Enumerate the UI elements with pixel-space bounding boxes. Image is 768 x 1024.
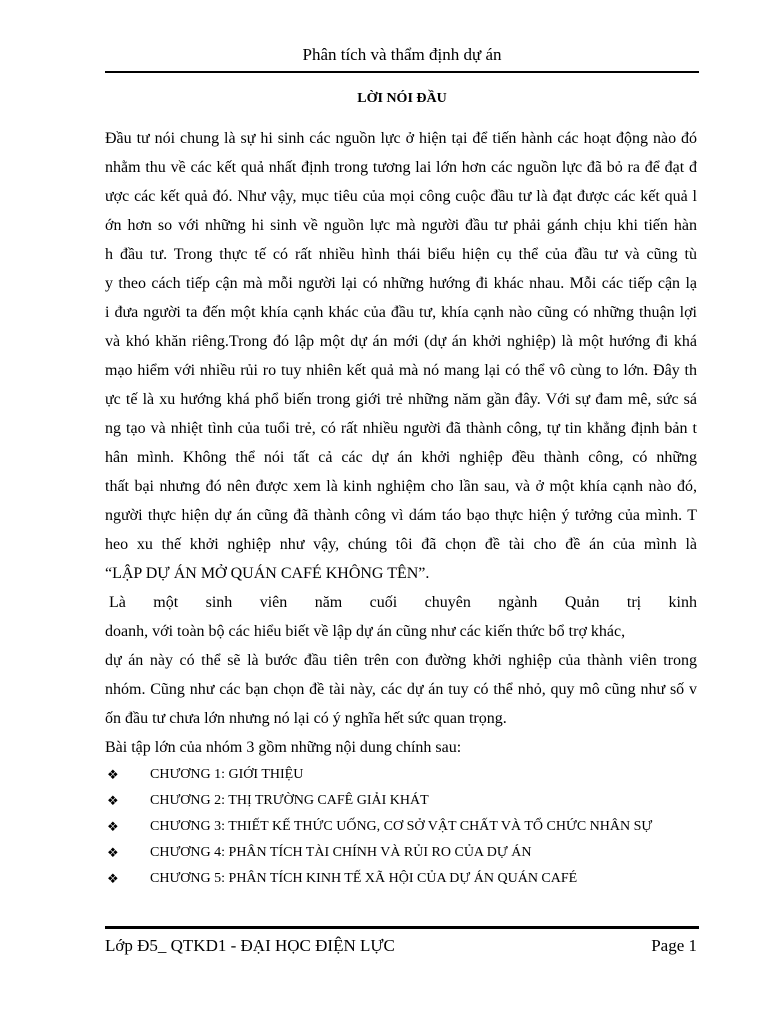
paragraph-line: heo xu thế khởi nghiệp như vậy, chúng tôi đã chọn đề tài cho đề án của mình là	[105, 536, 697, 553]
diamond-bullet-icon: ❖	[107, 819, 119, 834]
document-heading: LỜI NÓI ĐẦU	[357, 91, 447, 106]
paragraph-line: dự án này có thể sẽ là bước đầu tiên trên con đường khởi nghiệp của thành viên trong	[105, 652, 697, 669]
paragraph-line: Là một sinh viên năm cuối chuyên ngành Quản trị kinh	[109, 594, 697, 611]
footer-class-label: Lớp Đ5_ QTKD1 - ĐẠI HỌC ĐIỆN LỰC	[105, 936, 395, 955]
paragraph-line: ớn hơn so với những hi sinh về nguồn lực mà người đầu tư phải gánh chịu khi tiến hàn	[105, 217, 697, 234]
chapter-item	[105, 788, 697, 814]
project-title-line: “LẬP DỰ ÁN MỞ QUÁN CAFÉ KHÔNG TÊN”.	[105, 565, 430, 582]
paragraph-line: h đầu tư. Trong thực tế có rất nhiều hình thái biểu hiện cụ thể của đầu tư và cũng tù	[105, 246, 697, 263]
paragraph-line: nhóm. Cũng như các bạn chọn đề tài này, các dự án tuy có thể nhỏ, quy mô cũng như số v	[105, 681, 697, 698]
paragraph-line: i đưa người ta đến một khía cạnh khác của đầu tư, khía cạnh nào cũng có những thuận lợi	[105, 304, 697, 321]
chapter-label: CHƯƠNG 3: THIẾT KẾ THỨC UỐNG, CƠ SỞ VẬT CHẤT VÀ TỔ CHỨC NHÂN SỰ	[150, 819, 653, 834]
page-header: Phân tích và thẩm định dự án	[302, 45, 502, 64]
chapter-list	[105, 762, 697, 892]
footer-divider	[105, 926, 699, 929]
chapter-label: CHƯƠNG 4: PHÂN TÍCH TÀI CHÍNH VÀ RỦI RO CỦA DỰ ÁN	[150, 845, 532, 860]
chapter-label: CHƯƠNG 5: PHÂN TÍCH KINH TẾ XÃ HỘI CỦA DỰ ÁN QUÁN CAFÉ	[150, 871, 578, 886]
diamond-bullet-icon: ❖	[107, 845, 119, 860]
paragraph-line: hân mình. Không thể nói tất cả các dự án khởi nghiệp đều thành công, có những	[105, 449, 697, 466]
paragraph-line: ốn đầu tư chưa lớn nhưng nó lại có ý nghĩa hết sức quan trọng.	[105, 710, 507, 727]
document-body	[105, 124, 697, 892]
paragraph-line: mạo hiểm với nhiều rủi ro tuy nhiên kết quả mà nó mang lại có thể vô cùng to lớn. Đây th	[105, 362, 697, 379]
paragraph-line: ng tạo và nhiệt tình của tuổi trẻ, có rất nhiều người đã thành công, tự tin khẳng định bản t	[105, 420, 697, 437]
chapter-label: CHƯƠNG 1: GIỚI THIỆU	[150, 767, 304, 782]
paragraph-line: ược các kết quả đó. Như vậy, mục tiêu của mọi công cuộc đầu tư là đạt được các kết quả l	[105, 188, 697, 205]
paragraph-line: y theo cách tiếp cận mà mỗi người lại có những hướng đi khác nhau. Mỗi các tiếp cận lạ	[105, 275, 697, 292]
paragraph-line: người thực hiện dự án cũng đã thành công vì dám táo bạo thực hiện ý tưởng của mình. T	[105, 507, 697, 524]
chapter-label: CHƯƠNG 2: THỊ TRƯỜNG CAFÊ GIẢI KHÁT	[150, 793, 429, 808]
paragraph-line: ực tế là xu hướng khá phổ biến trong giới trẻ những năm gần đây. Với sự đam mê, sức sá	[105, 391, 697, 408]
diamond-bullet-icon: ❖	[107, 767, 119, 782]
page-number: Page 1	[651, 936, 697, 955]
paragraph-line: nhằm thu về các kết quả nhất định trong tương lai lớn hơn các nguồn lực đã bỏ ra để đạt đ	[105, 159, 697, 176]
chapter-item	[105, 866, 697, 892]
header-divider	[105, 71, 699, 73]
chapter-item	[105, 840, 697, 866]
diamond-bullet-icon: ❖	[107, 871, 119, 886]
paragraph-line: doanh, với toàn bộ các hiểu biết về lập dự án cũng như các kiến thức bổ trợ khác,	[105, 623, 626, 640]
paragraph-line: Đầu tư nói chung là sự hi sinh các nguồn lực ở hiện tại để tiến hành các hoạt động nào đó	[105, 130, 697, 147]
paragraph-line: Bài tập lớn của nhóm 3 gồm những nội dung chính sau:	[105, 739, 462, 756]
chapter-item	[105, 762, 697, 788]
paragraph-line: thất bại nhưng đó nên được xem là kinh nghiệm cho lần sau, và ở một khía cạnh nào đó,	[105, 478, 697, 495]
diamond-bullet-icon: ❖	[107, 793, 119, 808]
paragraph-line: và khó khăn riêng.Trong đó lập một dự án mới (dự án khởi nghiệp) là một hướng đi khá	[105, 333, 697, 350]
chapter-item	[105, 814, 697, 840]
